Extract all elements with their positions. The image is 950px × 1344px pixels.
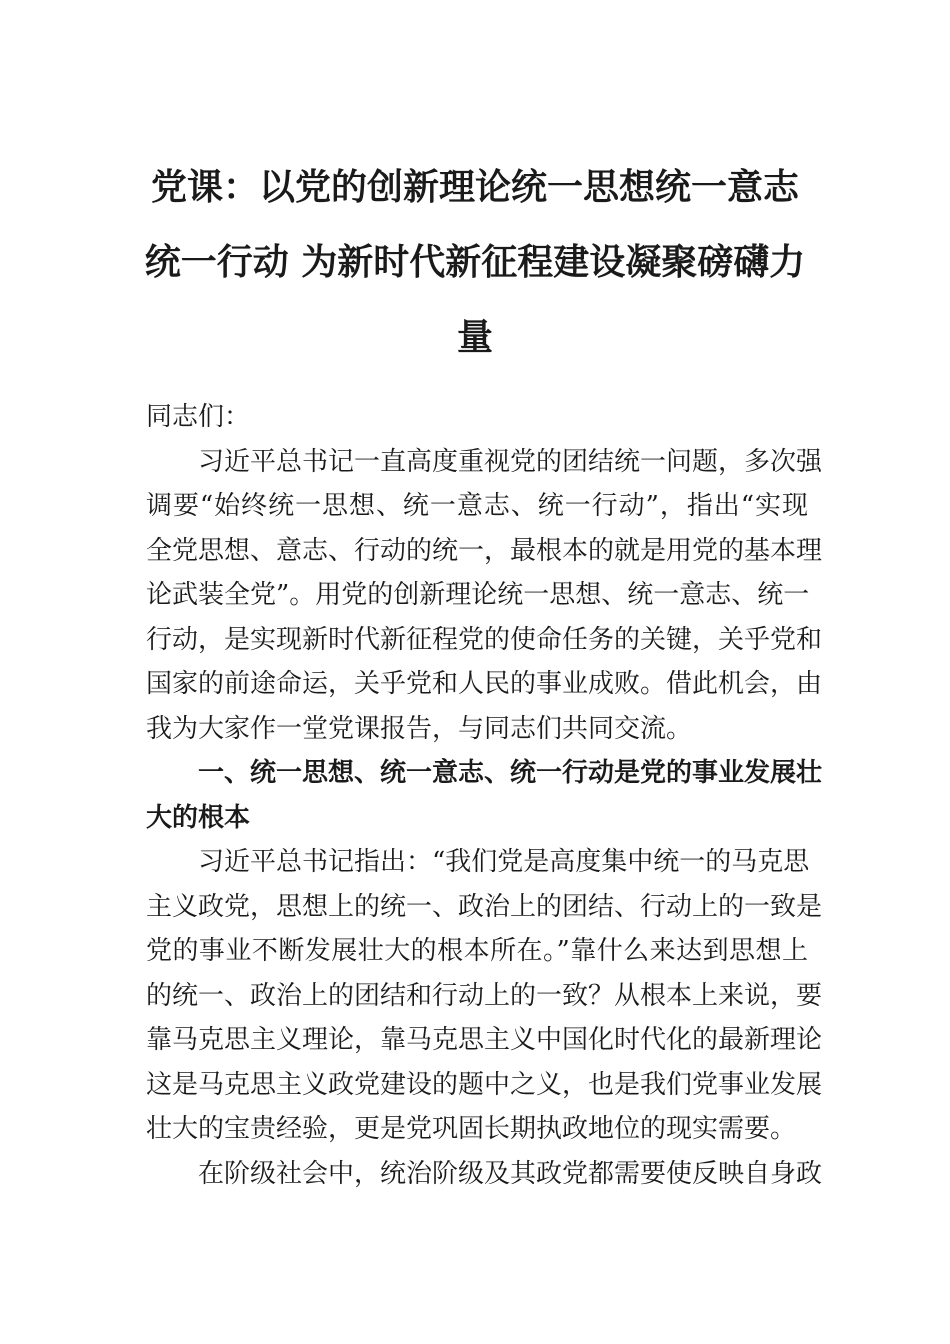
title-line: 党课：以党的创新理论统一思想统一意志 [150,166,799,208]
paragraph-line: 在阶级社会中，统治阶级及其政党都需要使反映自身政 [198,1158,823,1189]
document-body [146,395,823,1196]
document-title [140,150,810,375]
heading-line: 大的根本 [146,802,251,833]
paragraph-line: 壮大的宝贵经验，更是党巩固长期执政地位的现实需要。 [146,1114,797,1144]
title-line: 量 [456,316,493,358]
paragraph-line: 主义政党，思想上的统一、政治上的团结、行动上的一致是 [146,891,823,922]
paragraph-line: 习近平总书记指出：“我们党是高度集中统一的马克思 [198,847,810,877]
paragraph-line: 论武装全党”。用党的创新理论统一思想、统一意志、统一 [146,580,810,610]
paragraph-line: 党的事业不断发展壮大的根本所在。”靠什么来达到思想上 [146,936,808,966]
heading-line: 一、统一思想、统一意志、统一行动是党的事业发展壮 [198,758,823,788]
section-heading-1 [146,751,823,840]
paragraph-line: 国家的前途命运，关乎党和人民的事业成败。借此机会，由 [146,669,823,699]
paragraph-intro [146,440,823,752]
salutation: 同志们： [146,402,251,432]
paragraph-line: 的统一、政治上的团结和行动上的一致？从根本上来说，要 [146,980,823,1011]
paragraph-line: 调要“始终统一思想、统一意志、统一行动”，指出“实现 [146,491,808,521]
paragraph-line: 这是马克思主义政党建设的题中之义，也是我们党事业发展 [146,1069,823,1100]
paragraph-line: 全党思想、意志、行动的统一，最根本的就是用党的基本理 [146,535,823,566]
paragraph-line: 我为大家作一堂党课报告，与同志们共同交流。 [146,713,693,744]
paragraph-section-1 [146,840,823,1152]
paragraph-line: 靠马克思主义理论，靠马克思主义中国化时代化的最新理论 [146,1025,823,1055]
paragraph-continued [146,1152,823,1197]
title-line: 统一行动 为新时代新征程建设凝聚磅礴力 [144,241,806,283]
paragraph-line: 习近平总书记一直高度重视党的团结统一问题，多次强 [198,446,823,477]
paragraph-line: 行动，是实现新时代新征程党的使命任务的关键，关乎党和 [146,624,823,655]
